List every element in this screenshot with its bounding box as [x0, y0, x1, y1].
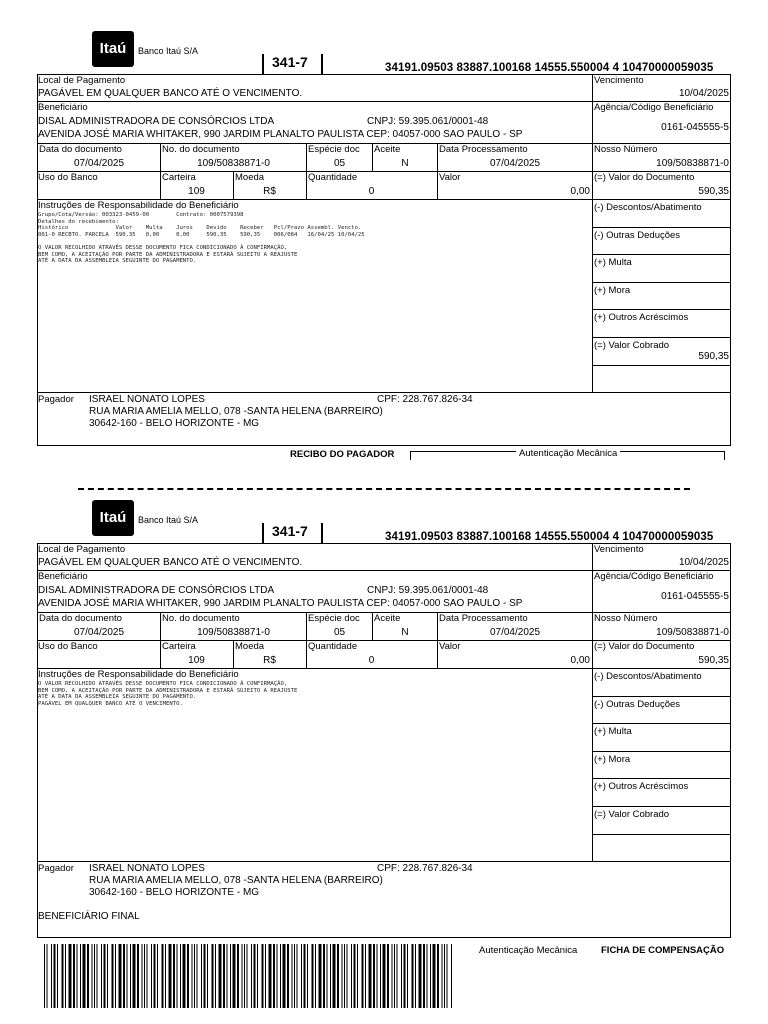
- outras-deducoes-label: (-) Outras Deduções: [594, 229, 681, 241]
- pagador-cpf: CPF: 228.767.826-34: [377, 863, 473, 874]
- pagador-cidade: 30642-160 - BELO HORIZONTE - MG: [89, 418, 260, 429]
- instrucoes-label: Instruções de Responsabilidade do Beneficiário: [38, 669, 239, 680]
- data-processamento-value: 07/04/2025: [489, 627, 541, 638]
- ficha-de-compensacao-label: FICHA DE COMPENSAÇÃO: [601, 945, 725, 956]
- local-pagamento-value: PAGÁVEL EM QUALQUER BANCO ATÉ O VENCIMENTO.: [38, 88, 303, 99]
- especie-doc-label: Espécie doc: [308, 613, 360, 624]
- bank-name: Banco Itaú S/A: [138, 46, 199, 56]
- recibo-do-pagador-label: RECIBO DO PAGADOR: [290, 449, 395, 460]
- valor-documento-value: 590,35: [698, 655, 729, 666]
- valor-documento-label: (=) Valor do Documento: [594, 172, 695, 183]
- valor-cobrado-value: 590,35: [698, 351, 729, 362]
- bank-code: 341-7: [272, 54, 308, 70]
- valor-label: Valor: [439, 641, 461, 652]
- pagador-label: Pagador: [38, 863, 74, 874]
- instrucoes-text: Grupo/Cota/Versão: 003323-0459-00 Contrato: 0007579398 Detalhes do recebimento: Histórico Valor Multa Juros Devido Receber Pcl/Prazo Assembl. Vencto. 001-0 RECBTO. PARCELA 590,35 0,00 0,00 590,35 590,35 006/084 16/04/25 10/04/25 O VALOR RECOLHIDO ATRAVÉS DESSE DOCUMENTO FICA CONDICIONADO À CONFIRMAÇÃO, BEM COMO, A ACEITAÇÃO POR PARTE DA ADMINISTRADORA E ESTARÁ SUJEITO A REAJUSTE ATÉ A DATA DA ASSEMBLEIA SEGUINTE DO PAGAMENTO.: [38, 212, 365, 265]
- valor-value: 0,00: [570, 655, 590, 666]
- cnpj-value: CNPJ: 59.395.061/0001-48: [367, 116, 489, 127]
- multa-label: (+) Multa: [594, 726, 632, 738]
- beneficiario-value: DISAL ADMINISTRADORA DE CONSÓRCIOS LTDA: [38, 116, 275, 127]
- local-pagamento-value: PAGÁVEL EM QUALQUER BANCO ATÉ O VENCIMENTO.: [38, 557, 303, 568]
- beneficiario-label: Beneficiário: [38, 102, 88, 113]
- nosso-numero-value: 109/50838871-0: [656, 158, 729, 169]
- valor-documento-value: 590,35: [698, 186, 729, 197]
- itau-logo: Itaú: [92, 31, 134, 67]
- uso-banco-label: Uso do Banco: [38, 641, 98, 652]
- quantidade-value: 0: [368, 186, 375, 197]
- quantidade-label: Quantidade: [308, 641, 358, 652]
- cut-line: [78, 488, 690, 490]
- uso-banco-label: Uso do Banco: [38, 172, 98, 183]
- valor-value: 0,00: [570, 186, 590, 197]
- quantidade-value: 0: [368, 655, 375, 666]
- outros-acrescimos-label: (+) Outros Acréscimos: [594, 312, 689, 324]
- valor-cobrado-label: (=) Valor Cobrado: [594, 809, 670, 820]
- data-documento-label: Data do documento: [39, 144, 122, 155]
- aceite-value: N: [401, 627, 409, 638]
- quantidade-label: Quantidade: [308, 172, 358, 183]
- beneficiario-value: DISAL ADMINISTRADORA DE CONSÓRCIOS LTDA: [38, 585, 275, 596]
- beneficiario-final-label: BENEFICIÁRIO FINAL: [38, 911, 140, 922]
- local-pagamento-label: Local de Pagamento: [38, 544, 126, 555]
- especie-doc-value: 05: [333, 627, 346, 638]
- multa-label: (+) Multa: [594, 257, 632, 269]
- no-documento-value: 109/50838871-0: [197, 158, 270, 169]
- vencimento-label: Vencimento: [594, 75, 644, 86]
- valor-documento-label: (=) Valor do Documento: [594, 641, 695, 652]
- pagador-cidade: 30642-160 - BELO HORIZONTE - MG: [89, 887, 260, 898]
- beneficiario-endereco: AVENIDA JOSÉ MARIA WHITAKER, 990 JARDIM PLANALTO PAULISTA CEP: 04057-000 SAO PAULO - SP: [38, 598, 523, 609]
- carteira-label: Carteira: [162, 641, 196, 652]
- data-documento-value: 07/04/2025: [73, 158, 125, 169]
- vencimento-label: Vencimento: [594, 544, 644, 555]
- especie-doc-value: 05: [333, 158, 346, 169]
- aceite-label: Aceite: [374, 144, 401, 155]
- pagador-endereco: RUA MARIA AMELIA MELLO, 078 -SANTA HELENA (BARREIRO): [89, 406, 383, 417]
- data-documento-value: 07/04/2025: [73, 627, 125, 638]
- pagador-label: Pagador: [38, 394, 74, 405]
- especie-doc-label: Espécie doc: [308, 144, 360, 155]
- data-processamento-label: Data Processamento: [439, 144, 528, 155]
- nosso-numero-value: 109/50838871-0: [656, 627, 729, 638]
- instrucoes-label: Instruções de Responsabilidade do Beneficiário: [38, 200, 239, 211]
- bank-name: Banco Itaú S/A: [138, 515, 199, 525]
- instrucoes-text: O VALOR RECOLHIDO ATRAVÉS DESSE DOCUMENTO FICA CONDICIONADO À CONFIRMAÇÃO, BEM COMO, A ACEITAÇÃO POR PARTE DA ADMINISTRADORA E ESTARÁ SUJEITO A REAJUSTE ATÉ A DATA DA ASSEMBLEIA SEGUINTE DO PAGAMENTO. PAGÁVEL EM QUALQUER BANCO ATÉ O VENCIMENTO.: [38, 681, 298, 707]
- outras-deducoes-label: (-) Outras Deduções: [594, 698, 681, 710]
- no-documento-label: No. do documento: [162, 144, 240, 155]
- mora-label: (+) Mora: [594, 284, 631, 296]
- itau-logo: Itaú: [92, 500, 134, 536]
- vencimento-value: 10/04/2025: [678, 88, 729, 99]
- nosso-numero-label: Nosso Número: [594, 613, 658, 624]
- valor-label: Valor: [439, 172, 461, 183]
- carteira-label: Carteira: [162, 172, 196, 183]
- moeda-value: R$: [263, 186, 276, 197]
- agencia-label: Agência/Código Beneficiário: [594, 102, 714, 113]
- digitable-line: 34191.09503 83887.100168 14555.550004 4 10470000059035: [385, 531, 714, 543]
- vencimento-value: 10/04/2025: [678, 557, 729, 568]
- beneficiario-label: Beneficiário: [38, 571, 88, 582]
- digitable-line: 34191.09503 83887.100168 14555.550004 4 10470000059035: [385, 62, 714, 74]
- local-pagamento-label: Local de Pagamento: [38, 75, 126, 86]
- moeda-label: Moeda: [235, 641, 265, 652]
- moeda-label: Moeda: [235, 172, 265, 183]
- bank-code: 341-7: [272, 523, 308, 539]
- data-documento-label: Data do documento: [39, 613, 122, 624]
- no-documento-value: 109/50838871-0: [197, 627, 270, 638]
- pagador-nome: ISRAEL NONATO LOPES: [89, 863, 205, 874]
- data-processamento-label: Data Processamento: [439, 613, 528, 624]
- carteira-value: 109: [188, 186, 205, 197]
- agencia-value: 0161-045555-5: [661, 591, 729, 602]
- barcode: [44, 944, 454, 1008]
- autenticacao-mecanica-label-2: Autenticação Mecânica: [479, 945, 578, 956]
- descontos-label: (-) Descontos/Abatimento: [594, 202, 702, 213]
- outros-acrescimos-label: (+) Outros Acréscimos: [594, 781, 689, 793]
- moeda-value: R$: [263, 655, 276, 666]
- pagador-endereco: RUA MARIA AMELIA MELLO, 078 -SANTA HELENA (BARREIRO): [89, 875, 383, 886]
- agencia-label: Agência/Código Beneficiário: [594, 571, 714, 582]
- autenticacao-mecanica-label: Autenticação Mecânica: [516, 448, 620, 459]
- aceite-value: N: [401, 158, 409, 169]
- mora-label: (+) Mora: [594, 753, 631, 765]
- pagador-nome: ISRAEL NONATO LOPES: [89, 394, 205, 405]
- aceite-label: Aceite: [374, 613, 401, 624]
- carteira-value: 109: [188, 655, 205, 666]
- data-processamento-value: 07/04/2025: [489, 158, 541, 169]
- beneficiario-endereco: AVENIDA JOSÉ MARIA WHITAKER, 990 JARDIM PLANALTO PAULISTA CEP: 04057-000 SAO PAULO - SP: [38, 129, 523, 140]
- nosso-numero-label: Nosso Número: [594, 144, 658, 155]
- no-documento-label: No. do documento: [162, 613, 240, 624]
- cnpj-value: CNPJ: 59.395.061/0001-48: [367, 585, 489, 596]
- descontos-label: (-) Descontos/Abatimento: [594, 671, 702, 682]
- pagador-cpf: CPF: 228.767.826-34: [377, 394, 473, 405]
- agencia-value: 0161-045555-5: [661, 122, 729, 133]
- valor-cobrado-label: (=) Valor Cobrado: [594, 340, 670, 351]
